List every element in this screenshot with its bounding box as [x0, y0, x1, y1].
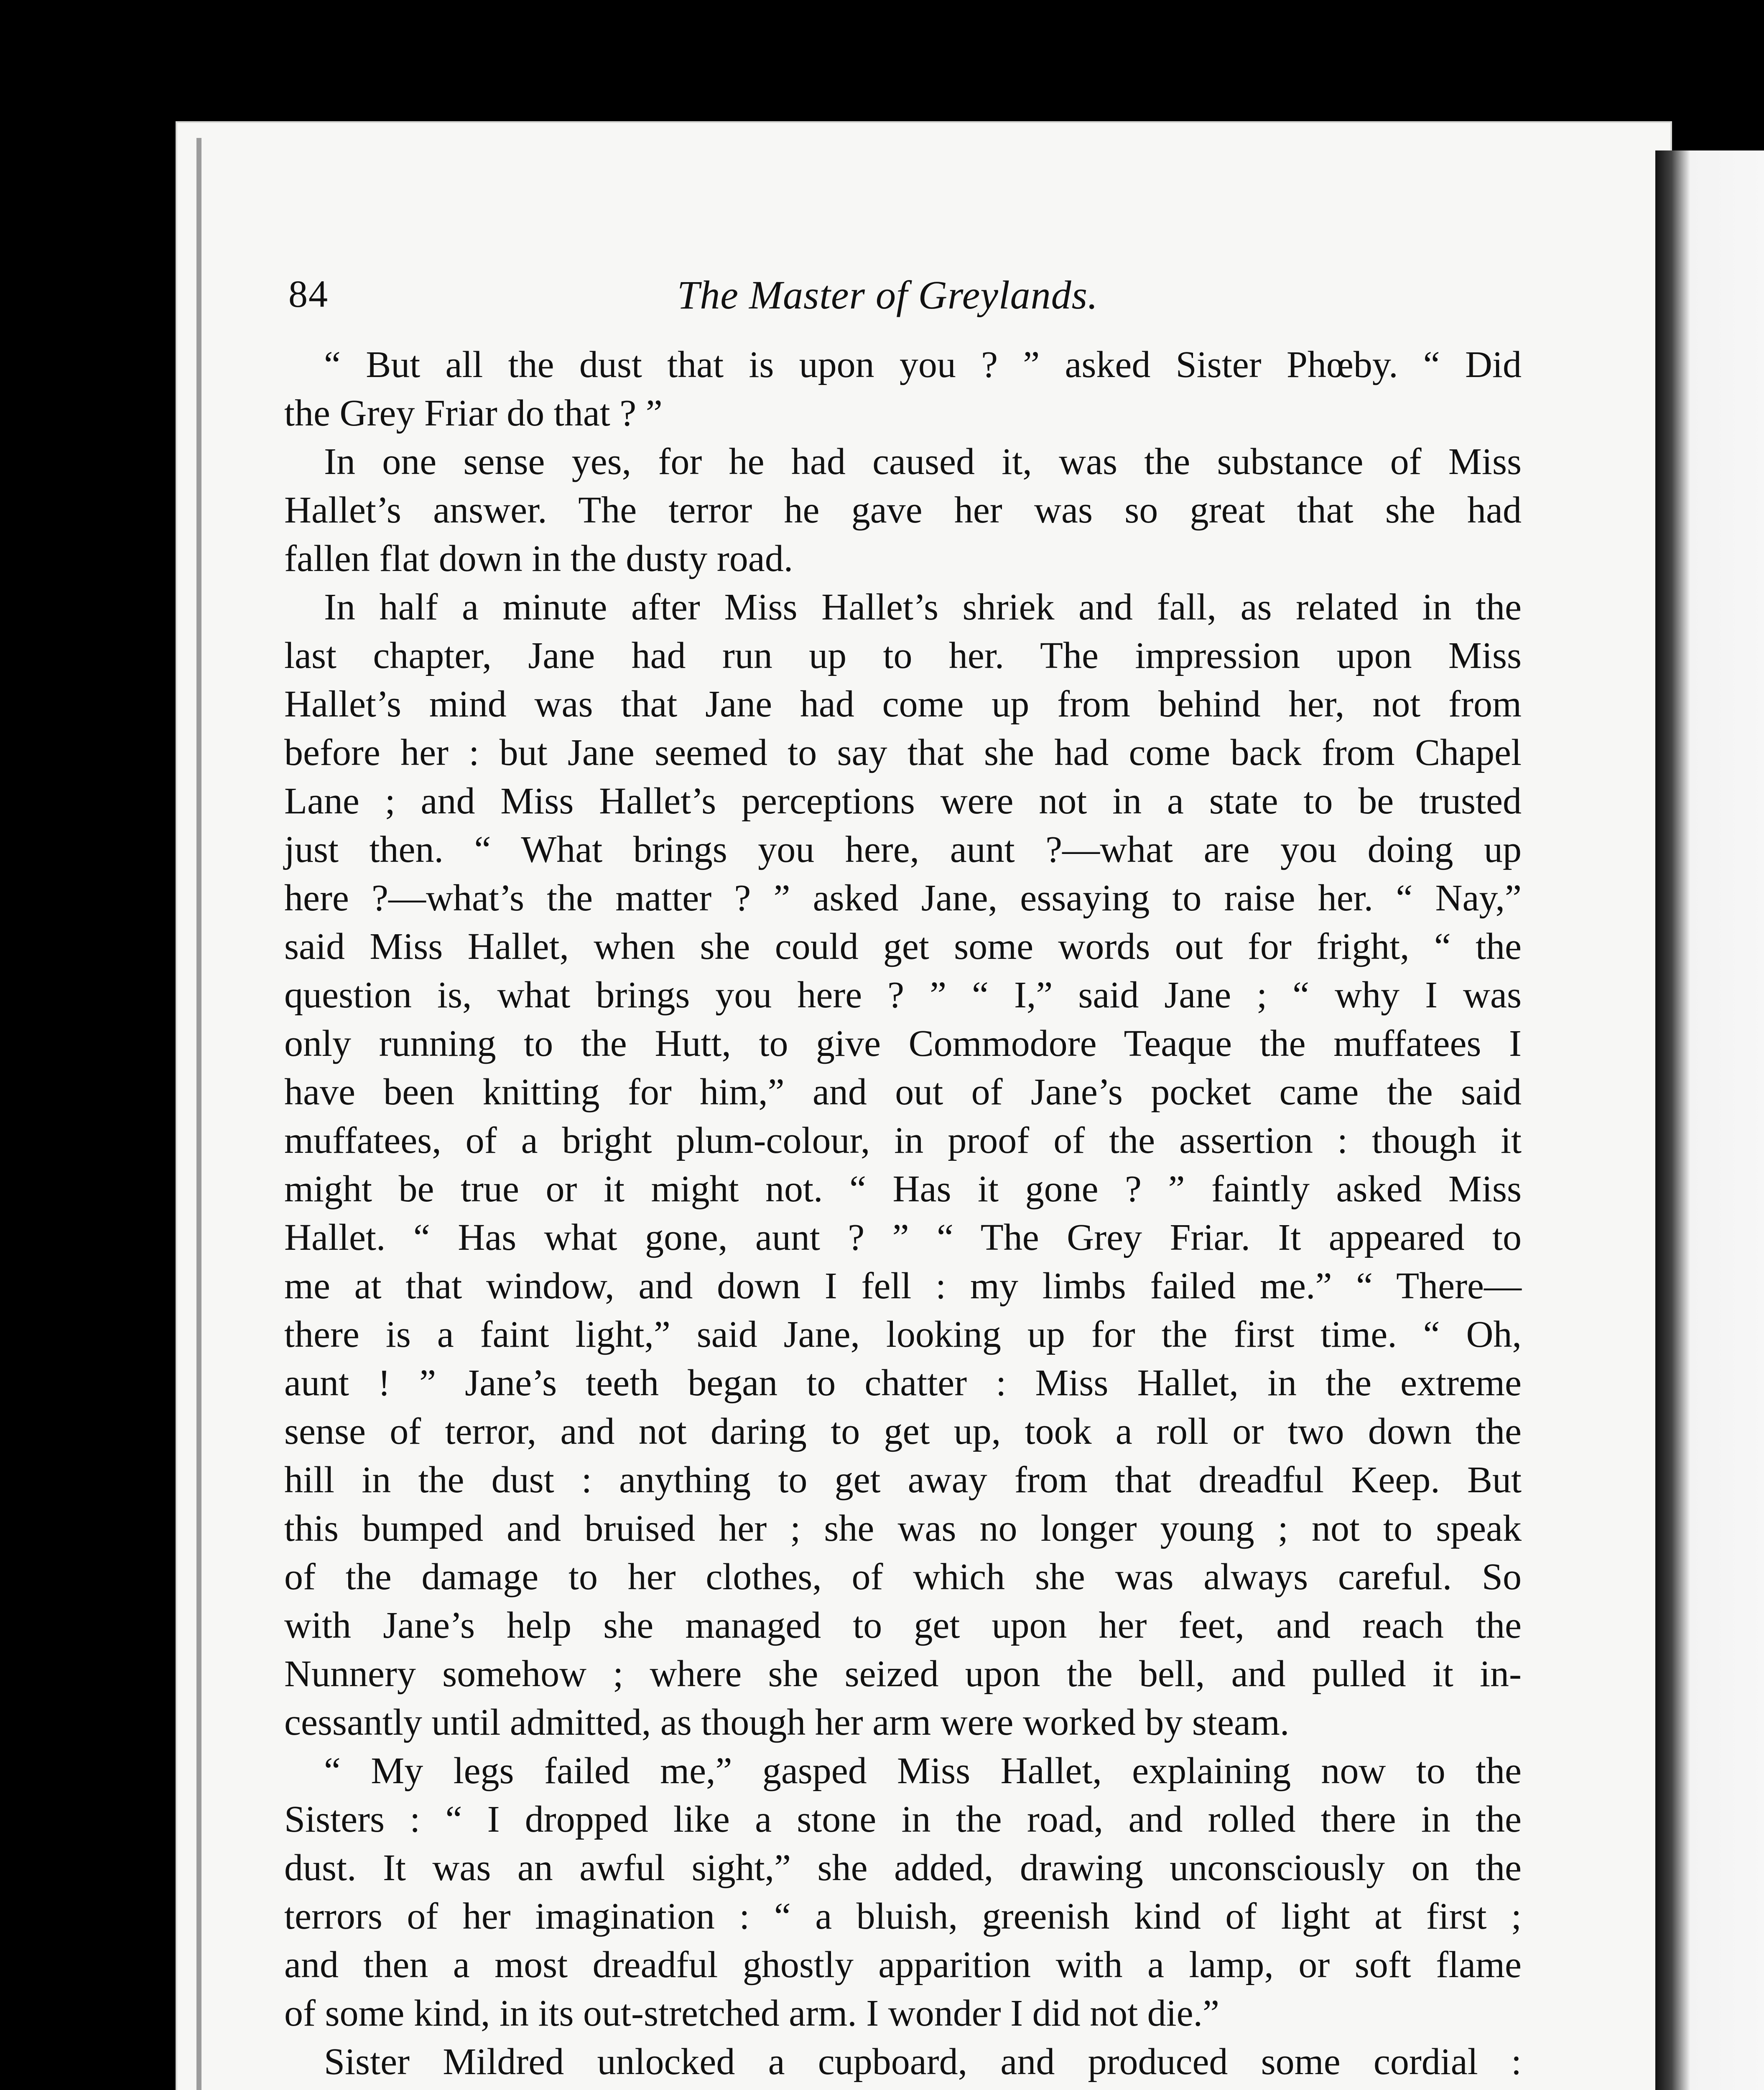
text-line: cessantly until admitted, as though her arm were worked by steam. [284, 1702, 1290, 1743]
text-line: here ?—what’s the matter ? ” asked Jane, essaying to raise her. “ Nay,” [284, 877, 1522, 919]
text-line: of the damage to her clothes, of which she was always careful. So [284, 1556, 1522, 1598]
text-line: just then. “ What brings you here, aunt ?—what are you doing up [284, 829, 1522, 870]
text-line: me at that window, and down I fell : my limbs failed me.” “ There— [284, 1265, 1522, 1307]
text-line: dust. It was an awful sight,” she added, drawing unconsciously on the [284, 1847, 1522, 1889]
text-line: of some kind, in its out-stretched arm. I wonder I did not die.” [284, 1993, 1219, 2034]
body-text [284, 341, 1522, 2090]
text-line: terrors of her imagination : “ a bluish, greenish kind of light at first ; [284, 1896, 1522, 1937]
text-line: aunt ! ” Jane’s teeth began to chatter : Miss Hallet, in the extreme [284, 1362, 1522, 1404]
text-line: “ But all the dust that is upon you ? ” asked Sister Phœby. “ Did [324, 344, 1522, 385]
text-line: Sisters : “ I dropped like a stone in the road, and rolled there in the [284, 1799, 1522, 1840]
page-left-edge [196, 138, 201, 2090]
text-line: might be true or it might not. “ Has it gone ? ” faintly asked Miss [284, 1168, 1522, 1210]
text-line: this bumped and bruised her ; she was no longer young ; not to speak [284, 1508, 1522, 1549]
text-line: sense of terror, and not daring to get up, took a roll or two down the [284, 1411, 1522, 1452]
page-header [288, 272, 1522, 334]
text-line: Sister Mildred unlocked a cupboard, and produced some cordial : [324, 2041, 1522, 2082]
text-line: Hallet. “ Has what gone, aunt ? ” “ The Grey Friar. It appeared to [284, 1217, 1522, 1258]
adjacent-page-edge [1655, 150, 1764, 2090]
text-line: Hallet’s mind was that Jane had come up from behind her, not from [284, 683, 1522, 725]
text-line: only running to the Hutt, to give Commodore Teaque the muffatees I [284, 1023, 1522, 1064]
page-number: 84 [288, 273, 329, 315]
text-line: Lane ; and Miss Hallet’s perceptions were not in a state to be trusted [284, 780, 1522, 822]
text-line: last chapter, Jane had run up to her. The impression upon Miss [284, 635, 1522, 676]
text-line: In one sense yes, for he had caused it, was the substance of Miss [324, 441, 1522, 482]
text-line: hill in the dust : anything to get away from that dreadful Keep. But [284, 1459, 1522, 1501]
text-line: fallen flat down in the dusty road. [284, 538, 793, 579]
text-line: Hallet’s answer. The terror he gave her was so great that she had [284, 489, 1522, 531]
text-line: the Grey Friar do that ? ” [284, 393, 663, 434]
text-line: said Miss Hallet, when she could get some words out for fright, “ the [284, 926, 1522, 967]
text-line: In half a minute after Miss Hallet’s shriek and fall, as related in the [324, 586, 1522, 628]
text-line: muffatees, of a bright plum-colour, in proof of the assertion : though it [284, 1120, 1522, 1161]
text-line: with Jane’s help she managed to get upon her feet, and reach the [284, 1605, 1522, 1646]
text-line: Nunnery somehow ; where she seized upon the bell, and pulled it in- [284, 1653, 1522, 1695]
text-line: question is, what brings you here ? ” “ I,” said Jane ; “ why I was [284, 974, 1522, 1016]
text-line: have been knitting for him,” and out of Jane’s pocket came the said [284, 1071, 1522, 1113]
running-title: The Master of Greylands. [677, 273, 1099, 317]
text-line: and then a most dreadful ghostly apparition with a lamp, or soft flame [284, 1944, 1522, 1986]
text-line: “ My legs failed me,” gasped Miss Hallet, explaining now to the [324, 1750, 1522, 1792]
text-line: before her : but Jane seemed to say that she had come back from Chapel [284, 732, 1522, 773]
text-line [284, 2086, 1522, 2090]
text-line: there is a faint light,” said Jane, looking up for the first time. “ Oh, [284, 1314, 1522, 1355]
